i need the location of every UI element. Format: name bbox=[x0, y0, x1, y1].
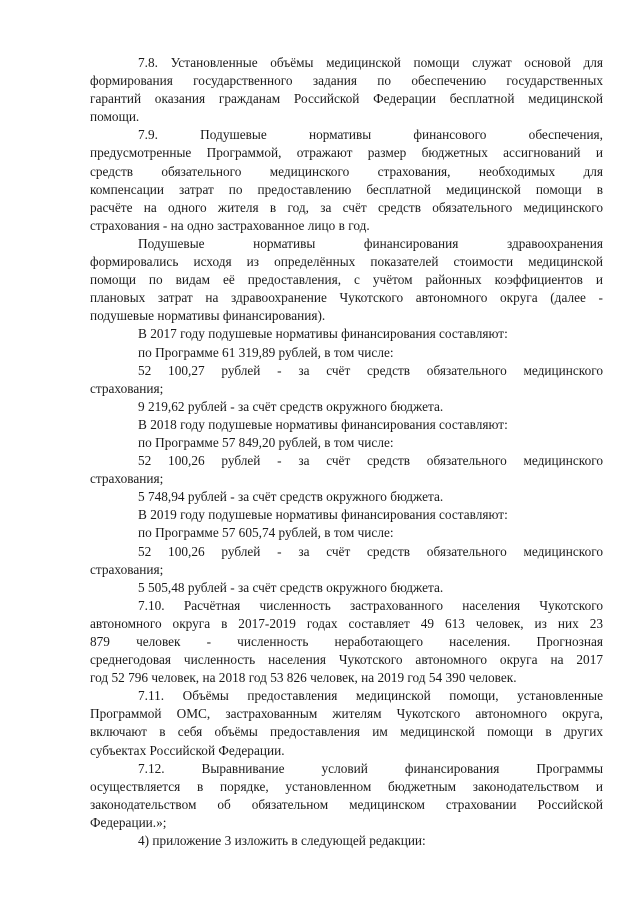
text-line: компенсации затрат по предоставлению бесплатной медицинской помощи в bbox=[90, 181, 603, 197]
text-line: включают в себя объёмы предоставления им медицинской помощи в других bbox=[90, 724, 603, 740]
paragraph-y2019c bbox=[90, 543, 603, 579]
text-line: год 52 796 человек, на 2018 год 53 826 человек, на 2019 год 54 390 человек. bbox=[90, 670, 517, 686]
text-line: гарантий оказания гражданам Российской Федерации бесплатной медицинской bbox=[90, 91, 603, 107]
paragraph-y2017a bbox=[90, 325, 603, 343]
text-line: 7.12. Выравнивание условий финансирования Программы bbox=[138, 760, 603, 776]
paragraph-y2017d bbox=[90, 398, 603, 416]
text-line: подушевые нормативы финансирования). bbox=[90, 308, 326, 324]
text-line: помощи по видам её предоставления, с учётом районных коэффициентов и bbox=[90, 272, 603, 288]
text-line: автономного округа в 2017-2019 годах составляет 49 613 человек, из них 23 bbox=[90, 615, 603, 631]
text-line: по Программе 61 319,89 рублей, в том числе: bbox=[138, 344, 394, 360]
paragraph-p711 bbox=[90, 687, 603, 759]
text-line: 52 100,26 рублей - за счёт средств обязательного медицинского bbox=[138, 453, 603, 469]
paragraph-y2019a bbox=[90, 506, 603, 524]
text-line: законодательством об обязательном медицинском страховании Российской bbox=[90, 796, 603, 812]
text-line: страхования - на одно застрахованное лицо в год. bbox=[90, 217, 370, 233]
paragraph-y2018b bbox=[90, 434, 603, 452]
paragraph-p79 bbox=[90, 126, 603, 235]
paragraph-p78 bbox=[90, 54, 603, 126]
text-line: Программой ОМС, застрахованным жителям Чукотского автономного округа, bbox=[90, 706, 603, 722]
text-line: средств обязательного медицинского страхования, необходимых для bbox=[90, 163, 603, 179]
text-line: помощи. bbox=[90, 109, 140, 125]
paragraph-p4 bbox=[90, 832, 603, 850]
text-line: осуществляется в порядке, установленном бюджетным законодательством и bbox=[90, 778, 603, 794]
text-line: по Программе 57 605,74 рублей, в том числе: bbox=[138, 525, 394, 541]
text-line: 879 человек - численность неработающего населения. Прогнозная bbox=[90, 634, 603, 649]
text-line: 52 100,27 рублей - за счёт средств обязательного медицинского bbox=[138, 362, 603, 378]
text-line: 4) приложение 3 изложить в следующей редакции: bbox=[138, 833, 426, 849]
text-line: по Программе 57 849,20 рублей, в том числе: bbox=[138, 434, 394, 450]
text-line: Подушевые нормативы финансирования здравоохранения bbox=[138, 235, 603, 251]
paragraph-y2019d bbox=[90, 579, 603, 597]
paragraph-y2017c bbox=[90, 362, 603, 398]
text-line: 52 100,26 рублей - за счёт средств обязательного медицинского bbox=[138, 543, 603, 559]
paragraph-y2018a bbox=[90, 416, 603, 434]
paragraph-p712 bbox=[90, 760, 603, 832]
text-line: Федерации.»; bbox=[90, 814, 167, 830]
text-line: В 2019 году подушевые нормативы финансирования составляют: bbox=[138, 507, 508, 523]
text-line: 5 748,94 рублей - за счёт средств окружного бюджета. bbox=[138, 489, 444, 505]
text-line: субъектах Российской Федерации. bbox=[90, 742, 285, 758]
text-line: 7.10. Расчётная численность застрахованного населения Чукотского bbox=[138, 597, 603, 613]
text-line: среднегодовая численность населения Чукотского автономного округа на 2017 bbox=[90, 652, 603, 668]
paragraph-y2018c bbox=[90, 452, 603, 488]
text-line: расчёте на одного жителя в год, за счёт средств обязательного медицинского bbox=[90, 199, 603, 215]
paragraph-y2019b bbox=[90, 524, 603, 542]
text-line: плановых затрат на здравоохранение Чукотского автономного округа (далее - bbox=[90, 290, 603, 306]
text-line: 9 219,62 рублей - за счёт средств окружного бюджета. bbox=[138, 398, 444, 414]
text-line: страхования; bbox=[90, 471, 164, 487]
text-line: формирования государственного задания по обеспечению государственных bbox=[90, 73, 603, 89]
text-line: 7.11. Объёмы предоставления медицинской помощи, установленные bbox=[138, 688, 603, 704]
text-line: 7.9. Подушевые нормативы финансового обеспечения, bbox=[138, 127, 603, 143]
paragraph-y2017b bbox=[90, 344, 603, 362]
text-line: 5 505,48 рублей - за счёт средств окружного бюджета. bbox=[138, 579, 444, 595]
text-line: предусмотренные Программой, отражают размер бюджетных ассигнований и bbox=[90, 145, 603, 161]
text-line: В 2017 году подушевые нормативы финансирования составляют: bbox=[138, 326, 508, 342]
text-line: 7.8. Установленные объёмы медицинской помощи служат основой для bbox=[138, 55, 603, 70]
text-line: формировались исходя из определённых показателей стоимости медицинской bbox=[90, 254, 603, 270]
document-body bbox=[90, 54, 603, 850]
paragraph-p710 bbox=[90, 597, 603, 687]
text-line: В 2018 году подушевые нормативы финансирования составляют: bbox=[138, 416, 508, 432]
paragraph-pnorm bbox=[90, 235, 603, 325]
text-line: страхования; bbox=[90, 380, 164, 396]
text-line: страхования; bbox=[90, 561, 164, 577]
paragraph-y2018d bbox=[90, 488, 603, 506]
